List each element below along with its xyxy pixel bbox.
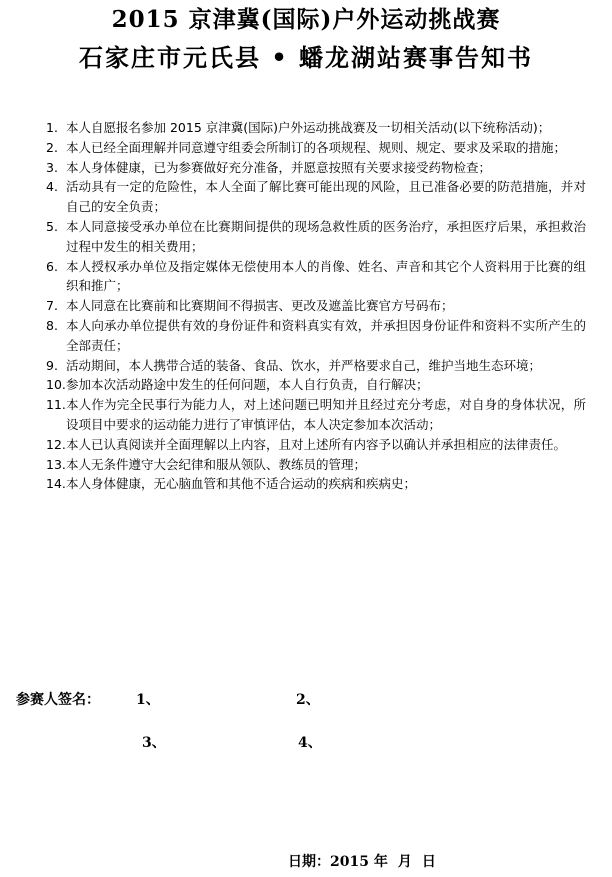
clause-text: 本人已认真阅读并全面理解以上内容，且对上述所有内容予以确认并承担相应的法律责任。 xyxy=(66,436,567,452)
clause-item xyxy=(46,257,586,297)
clause-number: 1. xyxy=(46,120,58,135)
signature-slot-2[interactable]: 2、 xyxy=(296,692,320,708)
clause-item xyxy=(46,474,586,494)
clause-item xyxy=(46,217,586,257)
clause-item xyxy=(46,158,586,178)
clause-text: 本人向承办单位提供有效的身份证件和资料真实有效，并承担因身份证件和资料不实所产生的全部责任； xyxy=(66,317,586,353)
clause-text: 活动具有一定的危险性，本人全面了解比赛可能出现的风险，且已准备必要的防范措施，并对自己的安全负责； xyxy=(66,179,586,215)
clause-item xyxy=(46,118,586,138)
clause-text: 本人同意在比赛前和比赛期间不得损害、更改及遮盖比赛官方号码布； xyxy=(66,298,454,314)
clause-text: 本人同意接受承办单位在比赛期间提供的现场急救性质的医务治疗，承担医疗后果，承担救治过程中发生的相关费用； xyxy=(66,218,586,254)
date-day: 日 xyxy=(421,854,436,870)
clause-item xyxy=(46,177,586,217)
document-title-line1: 2015 京津冀(国际)户外运动挑战赛 xyxy=(111,6,501,33)
clause-item xyxy=(46,435,586,455)
clause-item xyxy=(46,316,586,356)
clause-item xyxy=(46,138,586,158)
clause-number: 3. xyxy=(46,159,58,175)
clause-number: 6. xyxy=(46,258,58,274)
clause-item xyxy=(46,375,586,395)
clause-text: 本人无条件遵守大会纪律和服从领队、教练员的管理； xyxy=(66,456,367,472)
clause-item xyxy=(46,455,586,475)
clause-list xyxy=(46,118,586,494)
clause-text: 本人已经全面理解并同意遵守组委会所制订的各项规程、规则、规定、要求及采取的措施； xyxy=(66,139,567,155)
date-label: 日期： xyxy=(288,854,330,870)
clause-text: 本人作为完全民事行为能力人，对上述问题已明知并且经过充分考虑，对自身的身体状况，所设项目中要求的运动能力进行了审慎评估，本人决定参加本次活动； xyxy=(66,397,586,432)
clause-item xyxy=(46,356,586,376)
clause-number: 7. xyxy=(46,298,58,314)
date-month: 月 xyxy=(397,854,412,870)
clause-text: 活动期间，本人携带合适的装备、食品、饮水，并严格要求自己，维护当地生态环境； xyxy=(66,357,542,373)
clause-number: 5. xyxy=(46,218,58,234)
clause-number: 14. xyxy=(46,476,66,492)
date-year: 2015 年 xyxy=(330,854,388,870)
document-title-line2: 石家庄市元氏县 • 蟠龙湖站赛事告知书 xyxy=(78,43,534,72)
signature-slot-1[interactable]: 1、 xyxy=(136,692,160,708)
clause-number: 9. xyxy=(46,357,58,373)
clause-number: 8. xyxy=(46,317,58,333)
clause-text: 本人授权承办单位及指定媒体无偿使用本人的肖像、姓名、声音和其它个人资料用于比赛的组织和推广； xyxy=(66,258,586,294)
date-line xyxy=(288,851,436,871)
clause-number: 12. xyxy=(46,436,66,452)
clause-number: 10. xyxy=(46,377,66,393)
clause-number: 4. xyxy=(46,179,58,195)
clause-number: 11. xyxy=(46,397,66,413)
clause-text: 本人身体健康，无心脑血管和其他不适合运动的疾病和疾病史； xyxy=(66,476,417,492)
clause-number: 13. xyxy=(46,456,66,472)
clause-text: 本人身体健康，已为参赛做好充分准备，并愿意按照有关要求接受药物检查； xyxy=(66,159,492,175)
clause-text: 参加本次活动路途中发生的任何问题，本人自行负责，自行解决； xyxy=(66,377,429,393)
clause-text: 本人自愿报名参加 2015 京津冀(国际)户外运动挑战赛及一切相关活动(以下统称活动)； xyxy=(66,120,551,135)
signature-slot-3[interactable]: 3、 xyxy=(142,735,166,751)
clause-item xyxy=(46,395,586,435)
clause-number: 2. xyxy=(46,139,58,155)
signature-slot-4[interactable]: 4、 xyxy=(298,735,322,751)
signature-label: 参赛人签名： xyxy=(16,692,100,708)
clause-item xyxy=(46,296,586,316)
